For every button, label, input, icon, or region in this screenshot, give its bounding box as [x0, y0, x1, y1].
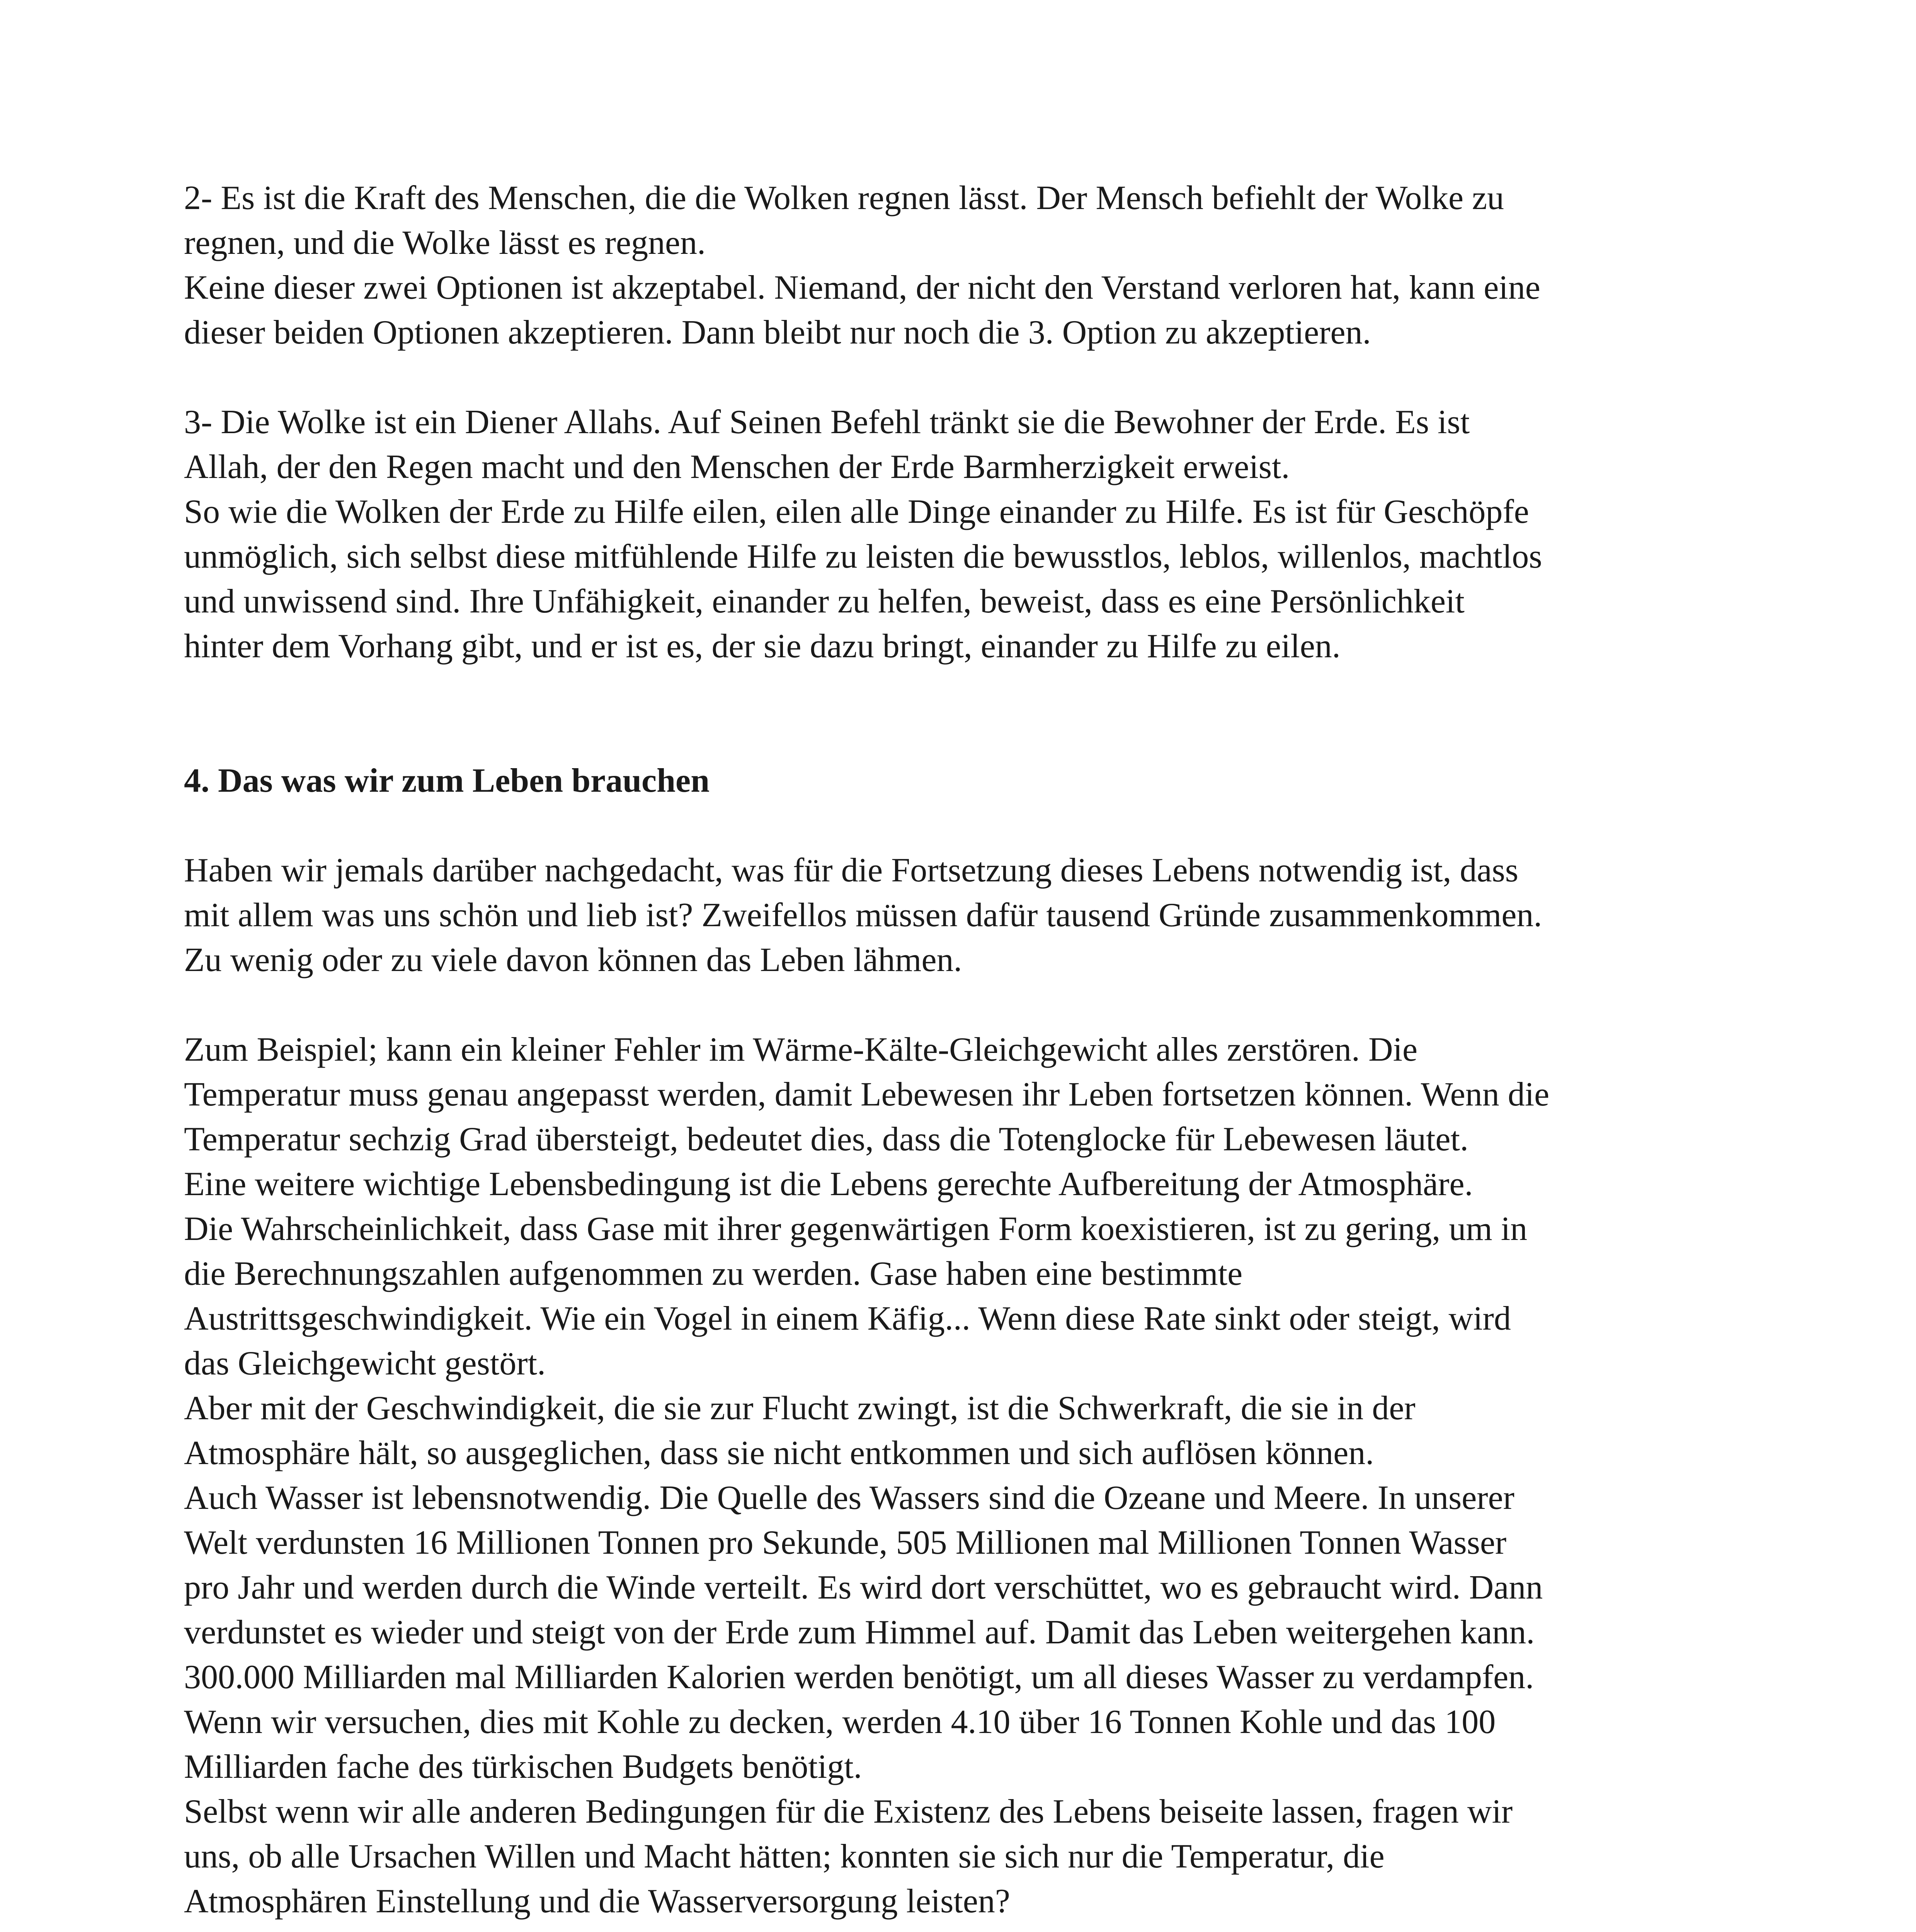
- text-line: Selbst wenn wir alle anderen Bedingungen für die Existenz des Lebens beiseite lassen, fragen wir: [184, 1793, 1513, 1830]
- paragraph-option-3: [184, 400, 1753, 669]
- text-line: Zum Beispiel; kann ein kleiner Fehler im Wärme-Kälte-Gleichgewicht alles zerstören. Die: [184, 1031, 1418, 1068]
- paragraph-option-2: [184, 176, 1753, 355]
- text-line: und unwissend sind. Ihre Unfähigkeit, einander zu helfen, beweist, dass es eine Persönlichkeit: [184, 583, 1465, 620]
- text-line: Die Wahrscheinlichkeit, dass Gase mit ihrer gegenwärtigen Form koexistieren, ist zu gering, um in: [184, 1210, 1528, 1248]
- text-line: Atmosphäre hält, so ausgeglichen, dass sie nicht entkommen und sich auflösen können.: [184, 1434, 1374, 1472]
- text-line: hinter dem Vorhang gibt, und er ist es, der sie dazu bringt, einander zu Hilfe zu eilen.: [184, 628, 1341, 665]
- section-heading-4: 4. Das was wir zum Leben brauchen: [184, 762, 710, 799]
- paragraph-intro-life: [184, 848, 1753, 983]
- text-line: Temperatur sechzig Grad übersteigt, bedeutet dies, dass die Totenglocke für Lebewesen läutet.: [184, 1121, 1468, 1158]
- text-line: Atmosphären Einstellung und die Wasserversorgung leisten?: [184, 1883, 1010, 1920]
- text-line: Aber mit der Geschwindigkeit, die sie zur Flucht zwingt, ist die Schwerkraft, die sie in der: [184, 1389, 1416, 1427]
- paragraph-spacer: [184, 803, 1753, 848]
- text-line: 300.000 Milliarden mal Milliarden Kalorien werden benötigt, um all dieses Wasser zu verdampfen.: [184, 1658, 1534, 1696]
- text-line: Zu wenig oder zu viele davon können das Leben lähmen.: [184, 941, 962, 979]
- text-line: Allah, der den Regen macht und den Menschen der Erde Barmherzigkeit erweist.: [184, 448, 1290, 486]
- text-line: So wie die Wolken der Erde zu Hilfe eilen, eilen alle Dinge einander zu Hilfe. Es ist für Geschöpfe: [184, 493, 1529, 531]
- text-line: dieser beiden Optionen akzeptieren. Dann bleibt nur noch die 3. Option zu akzeptieren.: [184, 314, 1371, 351]
- text-line: die Berechnungszahlen aufgenommen zu werden. Gase haben eine bestimmte: [184, 1255, 1243, 1293]
- document-body: [184, 176, 1753, 1932]
- paragraph-conditions-of-life: [184, 1027, 1753, 1924]
- text-line: regnen, und die Wolke lässt es regnen.: [184, 224, 706, 262]
- text-line: Eine weitere wichtige Lebensbedingung ist die Lebens gerechte Aufbereitung der Atmosphäre.: [184, 1165, 1473, 1203]
- text-line: 3- Die Wolke ist ein Diener Allahs. Auf Seinen Befehl tränkt sie die Bewohner der Erde. Es ist: [184, 403, 1470, 441]
- text-line: Haben wir jemals darüber nachgedacht, was für die Fortsetzung dieses Lebens notwendig ist, dass: [184, 852, 1519, 889]
- section-spacer: [184, 669, 1753, 759]
- section-spacer: [184, 1924, 1753, 1932]
- text-line: Milliarden fache des türkischen Budgets benötigt.: [184, 1748, 862, 1786]
- text-line: Auch Wasser ist lebensnotwendig. Die Quelle des Wassers sind die Ozeane und Meere. In unserer: [184, 1479, 1514, 1517]
- text-line: Keine dieser zwei Optionen ist akzeptabel. Niemand, der nicht den Verstand verloren hat, kann eine: [184, 269, 1540, 306]
- paragraph-spacer: [184, 355, 1753, 400]
- text-line: unmöglich, sich selbst diese mitfühlende Hilfe zu leisten die bewusstlos, leblos, willenlos, machtlos: [184, 538, 1542, 575]
- text-line: uns, ob alle Ursachen Willen und Macht hätten; konnten sie sich nur die Temperatur, die: [184, 1838, 1385, 1875]
- text-line: das Gleichgewicht gestört.: [184, 1345, 546, 1382]
- text-line: Wenn wir versuchen, dies mit Kohle zu decken, werden 4.10 über 16 Tonnen Kohle und das 100: [184, 1703, 1496, 1741]
- text-line: pro Jahr und werden durch die Winde verteilt. Es wird dort verschüttet, wo es gebraucht wird. Dann: [184, 1569, 1543, 1606]
- text-line: 2- Es ist die Kraft des Menschen, die die Wolken regnen lässt. Der Mensch befiehlt der Wolke zu: [184, 179, 1504, 217]
- paragraph-spacer: [184, 983, 1753, 1027]
- text-line: Austrittsgeschwindigkeit. Wie ein Vogel in einem Käfig... Wenn diese Rate sinkt oder steigt, wird: [184, 1300, 1511, 1337]
- text-line: mit allem was uns schön und lieb ist? Zweifellos müssen dafür tausend Gründe zusammenkommen.: [184, 896, 1542, 934]
- text-line: verdunstet es wieder und steigt von der Erde zum Himmel auf. Damit das Leben weitergehen kann.: [184, 1614, 1535, 1651]
- text-line: Temperatur muss genau angepasst werden, damit Lebewesen ihr Leben fortsetzen können. Wenn die: [184, 1076, 1550, 1113]
- text-line: Welt verdunsten 16 Millionen Tonnen pro Sekunde, 505 Millionen mal Millionen Tonnen Wasser: [184, 1524, 1507, 1561]
